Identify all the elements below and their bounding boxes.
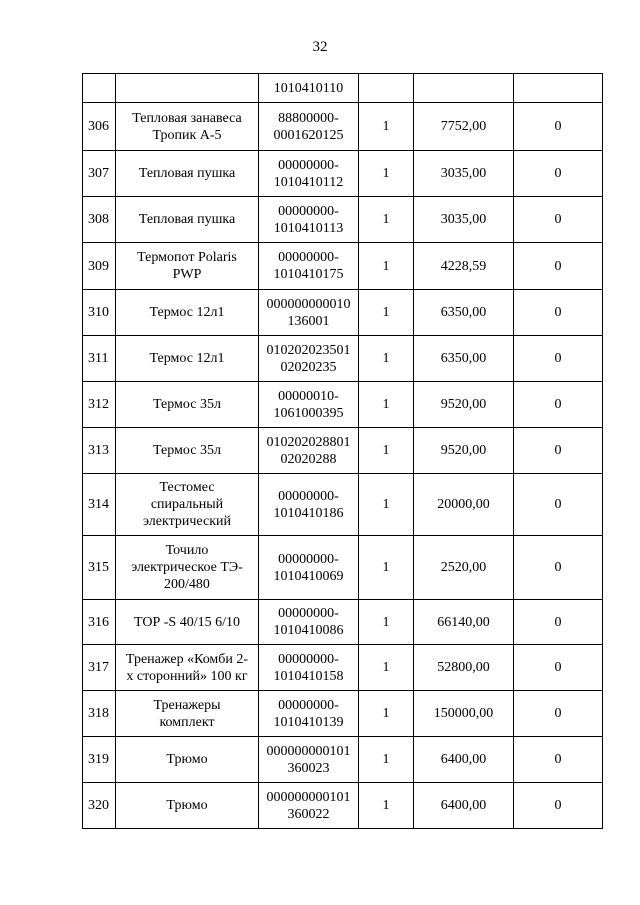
price-cell: 9520,00 — [414, 382, 514, 428]
row-number-cell: 308 — [83, 197, 116, 243]
table-row — [83, 783, 603, 829]
price-cell: 6400,00 — [414, 737, 514, 783]
price-cell: 6400,00 — [414, 783, 514, 829]
price-cell: 2520,00 — [414, 536, 514, 600]
row-number-cell: 311 — [83, 336, 116, 382]
row-number-cell: 320 — [83, 783, 116, 829]
quantity-cell: 1 — [359, 382, 414, 428]
table-row — [83, 151, 603, 197]
table-row — [83, 197, 603, 243]
row-number-cell — [83, 74, 116, 103]
item-name-cell: Тепловая пушка — [116, 197, 259, 243]
residual-value-cell: 0 — [514, 428, 603, 474]
item-name-cell: Точило электрическое ТЭ- 200/480 — [116, 536, 259, 600]
row-number-cell: 307 — [83, 151, 116, 197]
price-cell: 4228,59 — [414, 243, 514, 290]
inventory-number-cell: 000000000010 136001 — [259, 290, 359, 336]
residual-value-cell: 0 — [514, 243, 603, 290]
table-row — [83, 74, 603, 103]
row-number-cell: 314 — [83, 474, 116, 536]
residual-value-cell: 0 — [514, 290, 603, 336]
table-row — [83, 103, 603, 151]
residual-value-cell: 0 — [514, 151, 603, 197]
residual-value-cell — [514, 74, 603, 103]
quantity-cell: 1 — [359, 243, 414, 290]
residual-value-cell: 0 — [514, 474, 603, 536]
row-number-cell: 313 — [83, 428, 116, 474]
residual-value-cell: 0 — [514, 103, 603, 151]
price-cell: 6350,00 — [414, 336, 514, 382]
item-name-cell: Термос 12л1 — [116, 336, 259, 382]
residual-value-cell: 0 — [514, 536, 603, 600]
item-name-cell: Тестомес спиральный электрический — [116, 474, 259, 536]
residual-value-cell: 0 — [514, 382, 603, 428]
inventory-number-cell: 00000000- 1010410113 — [259, 197, 359, 243]
price-cell: 52800,00 — [414, 645, 514, 691]
item-name-cell: Термос 35л — [116, 382, 259, 428]
table-row — [83, 243, 603, 290]
table-row — [83, 645, 603, 691]
quantity-cell: 1 — [359, 737, 414, 783]
item-name-cell: Термос 35л — [116, 428, 259, 474]
item-name-cell: Тепловая занавеса Тропик А-5 — [116, 103, 259, 151]
inventory-number-cell: 010202028801 02020288 — [259, 428, 359, 474]
table-row — [83, 536, 603, 600]
item-name-cell: Тепловая пушка — [116, 151, 259, 197]
item-name-cell: Термопот Polaris PWP — [116, 243, 259, 290]
item-name-cell: Тренажеры комплект — [116, 691, 259, 737]
residual-value-cell: 0 — [514, 645, 603, 691]
row-number-cell: 318 — [83, 691, 116, 737]
price-cell: 7752,00 — [414, 103, 514, 151]
page-number: 32 — [312, 39, 328, 55]
item-name-cell: Термос 12л1 — [116, 290, 259, 336]
quantity-cell: 1 — [359, 783, 414, 829]
table-row — [83, 382, 603, 428]
table-row — [83, 336, 603, 382]
inventory-number-cell: 000000000101 360022 — [259, 783, 359, 829]
price-cell: 150000,00 — [414, 691, 514, 737]
inventory-number-cell: 1010410110 — [259, 74, 359, 103]
inventory-number-cell: 00000000- 1010410175 — [259, 243, 359, 290]
item-name-cell: Тренажер «Комби 2- х сторонний» 100 кг — [116, 645, 259, 691]
inventory-number-cell: 00000000- 1010410086 — [259, 600, 359, 645]
quantity-cell: 1 — [359, 197, 414, 243]
price-cell: 6350,00 — [414, 290, 514, 336]
row-number-cell: 309 — [83, 243, 116, 290]
row-number-cell: 306 — [83, 103, 116, 151]
residual-value-cell: 0 — [514, 783, 603, 829]
item-name-cell — [116, 74, 259, 103]
item-name-cell: Трюмо — [116, 783, 259, 829]
price-cell: 3035,00 — [414, 197, 514, 243]
price-cell: 3035,00 — [414, 151, 514, 197]
inventory-number-cell: 000000000101 360023 — [259, 737, 359, 783]
residual-value-cell: 0 — [514, 600, 603, 645]
row-number-cell: 319 — [83, 737, 116, 783]
table-row — [83, 737, 603, 783]
quantity-cell: 1 — [359, 336, 414, 382]
price-cell: 20000,00 — [414, 474, 514, 536]
table-row — [83, 600, 603, 645]
quantity-cell: 1 — [359, 428, 414, 474]
quantity-cell: 1 — [359, 474, 414, 536]
table-row — [83, 691, 603, 737]
residual-value-cell: 0 — [514, 737, 603, 783]
table-row — [83, 474, 603, 536]
price-cell: 66140,00 — [414, 600, 514, 645]
quantity-cell — [359, 74, 414, 103]
table-row — [83, 290, 603, 336]
residual-value-cell: 0 — [514, 691, 603, 737]
row-number-cell: 315 — [83, 536, 116, 600]
row-number-cell: 310 — [83, 290, 116, 336]
price-cell: 9520,00 — [414, 428, 514, 474]
quantity-cell: 1 — [359, 600, 414, 645]
table-row — [83, 428, 603, 474]
residual-value-cell: 0 — [514, 197, 603, 243]
inventory-number-cell: 88800000- 0001620125 — [259, 103, 359, 151]
price-cell — [414, 74, 514, 103]
item-name-cell: Трюмо — [116, 737, 259, 783]
inventory-number-cell: 00000000- 1010410069 — [259, 536, 359, 600]
quantity-cell: 1 — [359, 151, 414, 197]
inventory-table — [82, 73, 603, 829]
quantity-cell: 1 — [359, 103, 414, 151]
row-number-cell: 317 — [83, 645, 116, 691]
row-number-cell: 316 — [83, 600, 116, 645]
quantity-cell: 1 — [359, 691, 414, 737]
row-number-cell: 312 — [83, 382, 116, 428]
quantity-cell: 1 — [359, 645, 414, 691]
residual-value-cell: 0 — [514, 336, 603, 382]
inventory-number-cell: 010202023501 02020235 — [259, 336, 359, 382]
item-name-cell: ТОР -S 40/15 6/10 — [116, 600, 259, 645]
inventory-number-cell: 00000000- 1010410139 — [259, 691, 359, 737]
inventory-number-cell: 00000010- 1061000395 — [259, 382, 359, 428]
quantity-cell: 1 — [359, 290, 414, 336]
inventory-number-cell: 00000000- 1010410158 — [259, 645, 359, 691]
inventory-number-cell: 00000000- 1010410186 — [259, 474, 359, 536]
inventory-number-cell: 00000000- 1010410112 — [259, 151, 359, 197]
quantity-cell: 1 — [359, 536, 414, 600]
